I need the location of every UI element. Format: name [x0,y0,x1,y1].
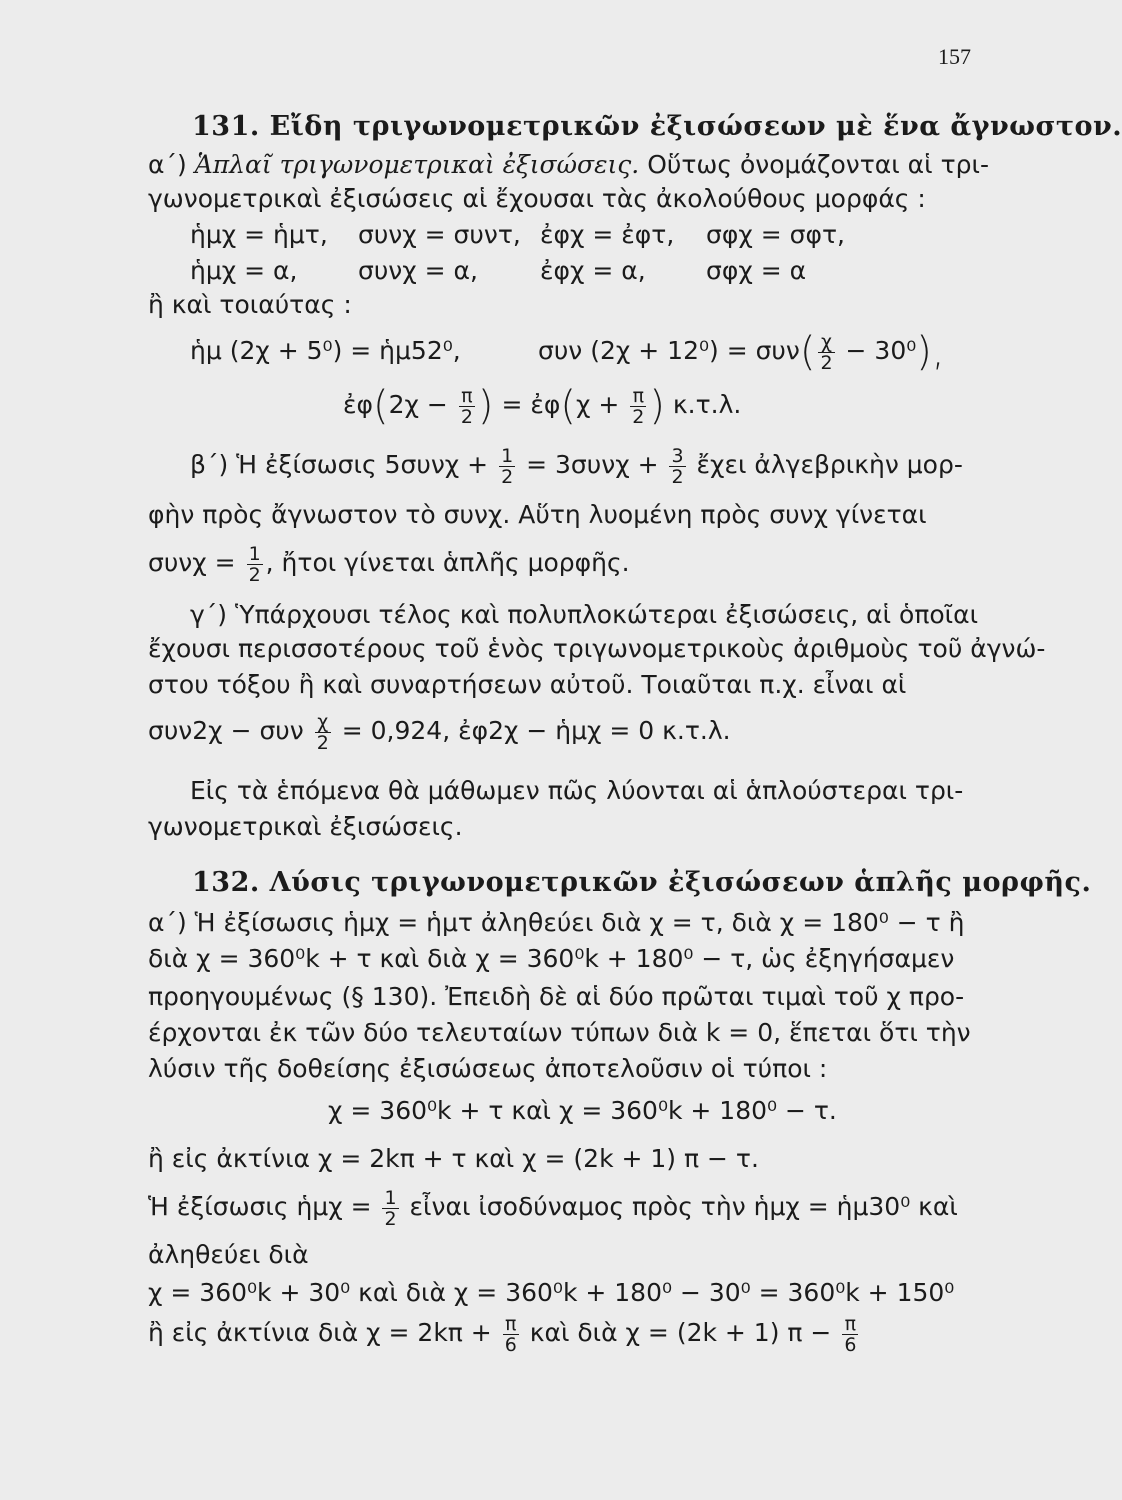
example1b-paren-close: ), [916,329,945,375]
s132-line1: α΄) Ἡ ἐξίσωσις ἡμχ = ἡμτ ἀληθεύει διὰ χ = τ, διὰ χ = 180⁰ − τ ἢ [148,908,965,937]
l7-pre: Ἡ ἐξίσωσις ἡμχ = [148,1192,380,1221]
s132-line2: διὰ χ = 360⁰k + τ καὶ διὰ χ = 360⁰k + 180⁰ − τ, ὡς ἐξηγήσαμεν [148,944,955,973]
b-line3-frac-num: 1 [248,542,261,565]
section-132-heading: 132. Λύσις τριγωνομετρικῶν ἐξισώσεων ἁπλῆς μορφῆς. [192,867,1092,898]
eq-row1-item4: σφχ = σφτ, [706,220,845,249]
b-fraction-2 [669,446,685,487]
s131-g-line3: στου τόξου ἢ καὶ συναρτήσεων αὐτοῦ. Τοιαῦται π.χ. εἶναι αἱ [148,670,907,699]
example1a: ἡμ (2χ + 5⁰) = ἡμ52⁰, [190,336,461,365]
l10-frac2-den: 6 [844,1333,857,1356]
example2-lhs-fraction [459,386,475,427]
s131-g-line2: ἔχουσι περισσοτέρους τοῦ ἑνὸς τριγωνομετρικοὺς ἀριθμοὺς τοῦ ἀγνώ- [148,634,1046,663]
example2-lhs-frac-den: 2 [460,405,473,428]
s131-g-equation [148,708,731,754]
b-line3-frac-den: 2 [248,563,261,586]
section-131-heading: 131. Εἴδη τριγωνομετρικῶν ἐξισώσεων μὲ ἕνα ἄγνωστον. [192,111,1122,142]
example1b-paren-open: ( [799,329,816,375]
example1b-text: συν (2χ + 12⁰) = συν [538,336,800,365]
example2-tail: κ.τ.λ. [664,390,742,419]
example1b-tail: − 30⁰ [837,336,917,365]
g-eq-pre: συν2χ − συν [148,716,312,745]
example2-rhs-fraction [630,386,646,427]
page-number: 157 [938,44,971,69]
s131-a-label: α΄) [148,150,195,179]
example2-mid: = ἐφ [493,390,561,419]
l10-pre: ἢ εἰς ἀκτίνια διὰ χ = 2kπ + [148,1318,500,1347]
g-eq-fraction [315,712,331,753]
eq-row1-item1: ἡμχ = ἡμτ, [190,220,328,249]
eq-row2-item1: ἡμχ = α, [190,256,298,285]
s131-b-line3 [148,540,630,586]
b-frac2-num: 3 [671,444,684,467]
l10-frac1-num: π [503,1314,519,1335]
eq-row2-item4: σφχ = α [706,256,807,285]
s132-line8: ἀληθεύει διὰ [148,1240,309,1269]
example2-paren-open-1: ( [373,383,389,429]
b-line3-pre: συνχ = [148,548,244,577]
g-eq-post: = 0,924, ἐφ2χ − ἡμχ = 0 κ.τ.λ. [333,716,731,745]
s132-equation1: χ = 360⁰k + τ καὶ χ = 360⁰k + 180⁰ − τ. [328,1096,837,1125]
example2-paren-close-1: ) [477,383,494,429]
example2-rhs-frac-den: 2 [632,405,645,428]
l7-frac-den: 2 [384,1207,397,1230]
g-eq-frac-den: 2 [316,731,329,754]
example1b-fraction [818,332,834,373]
b-fraction-1 [499,446,515,487]
example2-lhs: ἐφ [343,390,374,419]
b-line3-post: , ἤτοι γίνεται ἁπλῆς μορφῆς. [265,548,630,577]
s131-next-line1: Εἰς τὰ ἑπόμενα θὰ μάθωμεν πῶς λύονται αἱ ἁπλούστεραι τρι- [190,776,964,805]
s132-line4: έρχονται ἐκ τῶν δύο τελευταίων τύπων διὰ k = 0, ἕπεται ὅτι τὴν [148,1018,971,1047]
g-eq-frac-num: χ [315,712,331,733]
eq-row1-item2: συνχ = συντ, [358,220,521,249]
l10-frac2-num: π [842,1314,858,1335]
s132-line7 [148,1184,958,1230]
s132-line9: χ = 360⁰k + 30⁰ καὶ διὰ χ = 360⁰k + 180⁰ − 30⁰ = 360⁰k + 150⁰ [148,1278,955,1307]
example2 [343,382,741,428]
example1b-frac-den: 2 [820,351,833,374]
l7-post: εἶναι ἰσοδύναμος πρὸς τὴν ἡμχ = ἡμ30⁰ καὶ [401,1192,958,1221]
b-post: ἔχει ἀλγεβρικὴν μορ- [688,450,963,479]
l10-fraction-1 [503,1314,519,1355]
l10-fraction-2 [842,1314,858,1355]
example1b [538,328,945,374]
l10-frac1-den: 6 [504,1333,517,1356]
example2-lhs-frac-num: π [459,386,475,407]
b-frac1-den: 2 [501,465,514,488]
s132-line3: προηγουμένως (§ 130). Ἐπειδὴ δὲ αἱ δύο πρῶται τιμαὶ τοῦ χ προ- [148,982,965,1011]
example2-paren-close-2: ) [649,383,665,429]
b-pre: β΄) Ἡ ἐξίσωσις 5συνχ + [190,450,497,479]
s131-a-line1 [148,150,989,180]
b-mid: = 3συνχ + [518,450,667,479]
b-line3-fraction [247,544,263,585]
s132-line6: ἢ εἰς ἀκτίνια χ = 2kπ + τ καὶ χ = (2k + 1) π − τ. [148,1144,759,1173]
l7-fraction [382,1188,398,1229]
example2-paren-open-2: ( [560,383,576,429]
eq-row2-item2: συνχ = α, [358,256,478,285]
example2-rhs-inner: χ + [575,390,628,419]
s131-a-text: Οὕτως ὀνομάζονται αἱ τρι- [639,150,989,179]
eq-row2-item3: ἐφχ = α, [540,256,646,285]
l7-frac-num: 1 [384,1186,397,1209]
s131-g-line1: γ΄) Ὑπάρχουσι τέλος καὶ πολυπλοκώτεραι ἐξισώσεις, αἱ ὁποῖαι [190,600,979,629]
eq-row1-item3: ἐφχ = ἐφτ, [540,220,675,249]
or-such-label: ἢ καὶ τοιαύτας : [148,290,352,319]
s132-line5: λύσιν τῆς δοθείσης ἐξισώσεως ἀποτελοῦσιν οἱ τύποι : [148,1054,828,1083]
example1b-frac-num: χ [818,332,834,353]
s131-next-line2: γωνομετρικαὶ ἐξισώσεις. [148,812,463,841]
s131-b-line2: φὴν πρὸς ἄγνωστον τὸ συνχ. Αὕτη λυομένη πρὸς συνχ γίνεται [148,500,927,529]
example2-lhs-inner: 2χ − [388,390,456,419]
s131-b-line1 [190,442,963,488]
l10-mid: καὶ διὰ χ = (2k + 1) π − [521,1318,840,1347]
b-frac2-den: 2 [671,465,684,488]
example2-rhs-frac-num: π [630,386,646,407]
s131-a-line2: γωνομετρικαὶ ἐξισώσεις αἱ ἔχουσαι τὰς ἀκολούθους μορφάς : [148,184,926,213]
s131-a-title: Ἁπλαῖ τριγωνομετρικαὶ ἐξισώσεις. [194,150,640,179]
b-frac1-num: 1 [501,444,514,467]
s132-line10 [148,1310,861,1356]
